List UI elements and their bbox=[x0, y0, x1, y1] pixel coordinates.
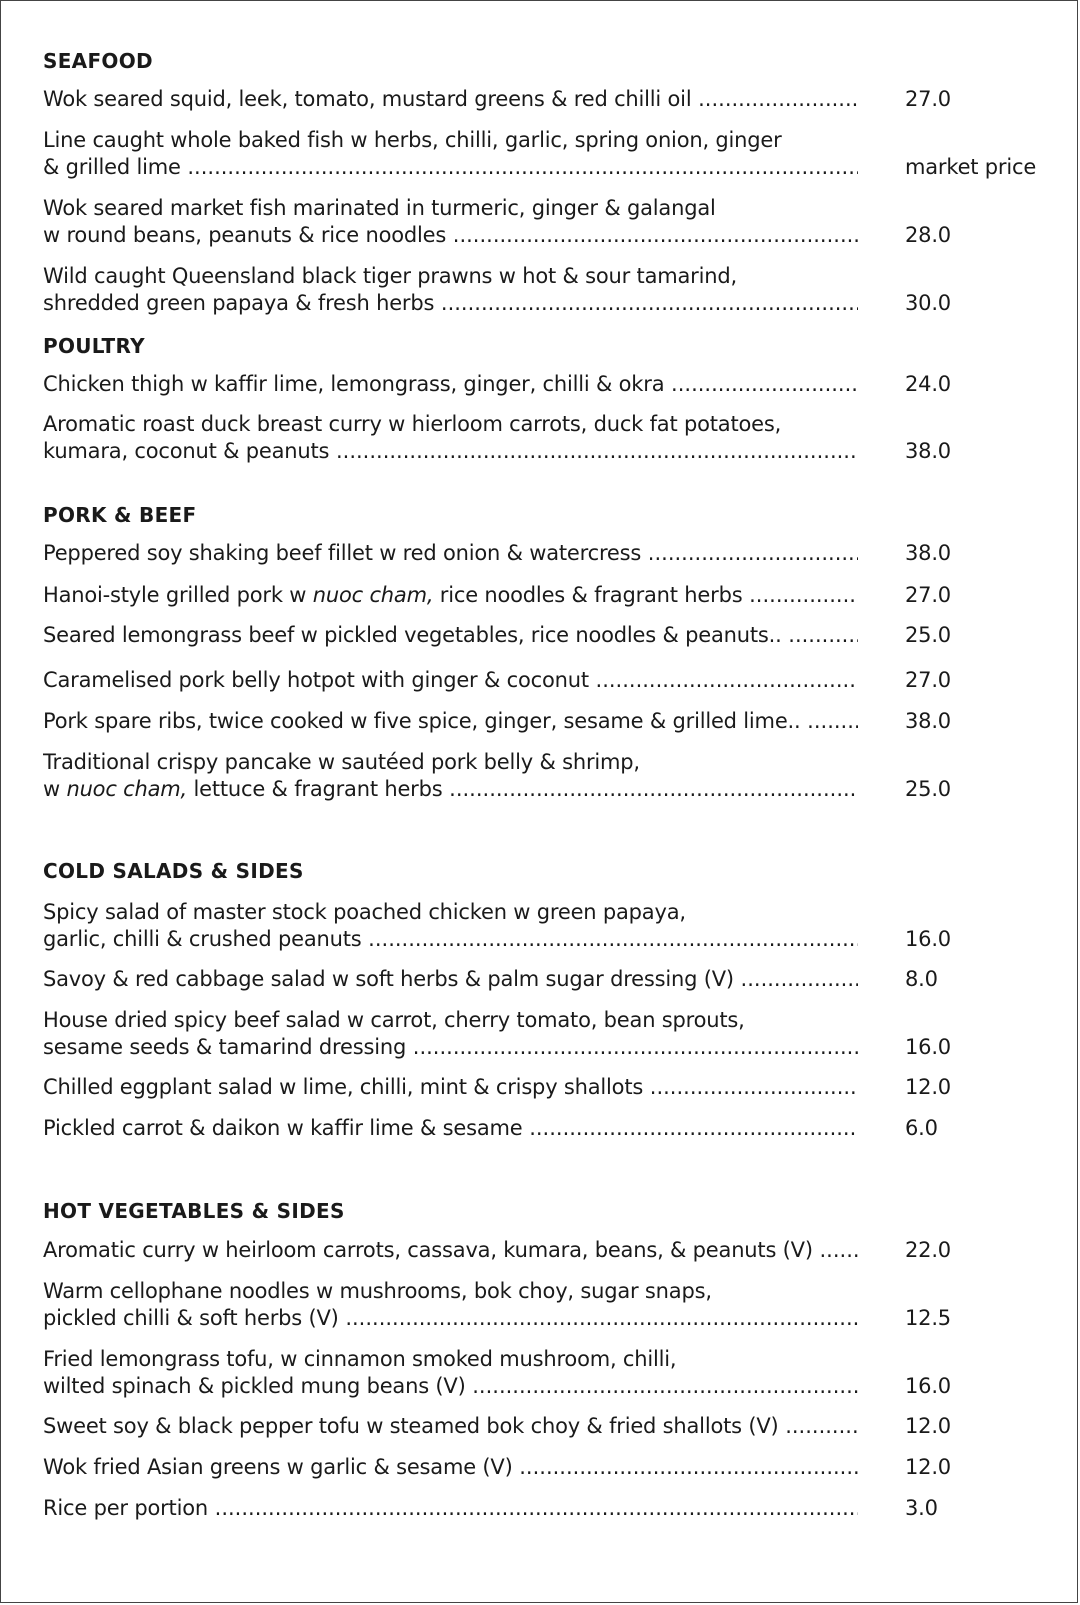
menu-item-description bbox=[43, 667, 858, 694]
menu-item bbox=[43, 1237, 1043, 1264]
menu-item-description bbox=[43, 1495, 858, 1522]
menu-item bbox=[43, 622, 1043, 649]
menu-item-description-line: Sweet soy & black pepper tofu w steamed bok choy & fried shallots (V) ..... bbox=[43, 1413, 858, 1440]
menu-item bbox=[43, 708, 1043, 735]
menu-item-description-line: kumara, coconut & peanuts ..... bbox=[43, 438, 858, 465]
menu-item-description-line: pickled chilli & soft herbs (V) ..... bbox=[43, 1305, 858, 1332]
menu-item-price: 30.0 bbox=[905, 291, 951, 315]
menu-item-price: 3.0 bbox=[905, 1496, 938, 1520]
menu-item bbox=[43, 667, 1043, 694]
menu-item-description-line: wilted spinach & pickled mung beans (V) ..... bbox=[43, 1373, 858, 1400]
menu-item-description bbox=[43, 86, 858, 113]
menu-item-price: 24.0 bbox=[905, 372, 951, 396]
menu-item-description bbox=[43, 1278, 858, 1332]
menu-item bbox=[43, 1278, 1043, 1332]
menu-item-description-line: Wok seared market fish marinated in turmeric, ginger & galangal bbox=[43, 196, 716, 220]
menu-item-description bbox=[43, 899, 858, 953]
menu-item bbox=[43, 966, 1043, 993]
section-heading: POULTRY bbox=[43, 334, 145, 358]
menu-item-description-line: & grilled lime ..... bbox=[43, 154, 858, 181]
section-heading: SEAFOOD bbox=[43, 49, 153, 73]
menu-item bbox=[43, 263, 1043, 317]
menu-item bbox=[43, 86, 1043, 113]
menu-item-description bbox=[43, 371, 858, 398]
menu-item-price: market price bbox=[905, 155, 1037, 179]
menu-item-price: 12.5 bbox=[905, 1306, 951, 1330]
menu-item-price: 12.0 bbox=[905, 1455, 951, 1479]
menu-item-description-line: Caramelised pork belly hotpot with ginger & coconut ..... bbox=[43, 667, 858, 694]
menu-item-description-line: Pickled carrot & daikon w kaffir lime & sesame ..... bbox=[43, 1115, 858, 1142]
menu-item-description bbox=[43, 540, 858, 567]
menu-item-description-line: Line caught whole baked fish w herbs, chilli, garlic, spring onion, ginger bbox=[43, 128, 782, 152]
menu-item-description-line: Seared lemongrass beef w pickled vegetables, rice noodles & peanuts.. ..... bbox=[43, 622, 858, 649]
menu-item-price: 27.0 bbox=[905, 668, 951, 692]
menu-item-description-line: Aromatic curry w heirloom carrots, cassava, kumara, beans, & peanuts (V) ..... bbox=[43, 1237, 858, 1264]
menu-item bbox=[43, 1495, 1043, 1522]
menu-item-price: 16.0 bbox=[905, 1374, 951, 1398]
menu-item-price: 16.0 bbox=[905, 927, 951, 951]
menu-item-price: 38.0 bbox=[905, 541, 951, 565]
menu-item-price: 25.0 bbox=[905, 623, 951, 647]
menu-item-description-line: Pork spare ribs, twice cooked w five spice, ginger, sesame & grilled lime.. ..... bbox=[43, 708, 858, 735]
menu-item-description-line: Traditional crispy pancake w sautéed pork belly & shrimp, bbox=[43, 750, 640, 774]
menu-item-description bbox=[43, 1237, 858, 1264]
menu-item-price: 12.0 bbox=[905, 1075, 951, 1099]
menu-item-price: 6.0 bbox=[905, 1116, 938, 1140]
menu-item-description bbox=[43, 1007, 858, 1061]
menu-item-price: 27.0 bbox=[905, 87, 951, 111]
menu-item-description-line: Savoy & red cabbage salad w soft herbs & palm sugar dressing (V) ..... bbox=[43, 966, 858, 993]
menu-item bbox=[43, 411, 1043, 465]
menu-item-description bbox=[43, 1413, 858, 1440]
menu-item bbox=[43, 1007, 1043, 1061]
menu-item-description-line: Wok fried Asian greens w garlic & sesame (V) ..... bbox=[43, 1454, 858, 1481]
section-heading: COLD SALADS & SIDES bbox=[43, 859, 304, 883]
menu-item-description-line: Wok seared squid, leek, tomato, mustard greens & red chilli oil ..... bbox=[43, 86, 858, 113]
menu-item bbox=[43, 749, 1043, 803]
menu-item-description-line: sesame seeds & tamarind dressing ..... bbox=[43, 1034, 858, 1061]
menu-item bbox=[43, 371, 1043, 398]
section-heading: PORK & BEEF bbox=[43, 503, 197, 527]
menu-item-description-line: Aromatic roast duck breast curry w hierloom carrots, duck fat potatoes, bbox=[43, 412, 782, 436]
menu-item-price: 16.0 bbox=[905, 1035, 951, 1059]
menu-item-description bbox=[43, 749, 858, 803]
menu-item-description-line: Peppered soy shaking beef fillet w red onion & watercress ..... bbox=[43, 540, 858, 567]
menu-item bbox=[43, 1346, 1043, 1400]
menu-item-description-line: Chilled eggplant salad w lime, chilli, mint & crispy shallots ..... bbox=[43, 1074, 858, 1101]
menu-item bbox=[43, 1413, 1043, 1440]
menu-item-price: 22.0 bbox=[905, 1238, 951, 1262]
menu-item-description-line: Wild caught Queensland black tiger prawns w hot & sour tamarind, bbox=[43, 264, 737, 288]
section-heading: HOT VEGETABLES & SIDES bbox=[43, 1199, 345, 1223]
menu-item-price: 38.0 bbox=[905, 439, 951, 463]
menu-item-description-line: Chicken thigh w kaffir lime, lemongrass, ginger, chilli & okra ..... bbox=[43, 371, 858, 398]
menu-item-description-line: w nuoc cham, lettuce & fragrant herbs ..... bbox=[43, 776, 858, 803]
menu-item bbox=[43, 1454, 1043, 1481]
menu-item-description bbox=[43, 263, 858, 317]
menu-item bbox=[43, 195, 1043, 249]
menu-item-description bbox=[43, 708, 858, 735]
menu-item-price: 25.0 bbox=[905, 777, 951, 801]
menu-item-price: 27.0 bbox=[905, 583, 951, 607]
menu-item-price: 28.0 bbox=[905, 223, 951, 247]
menu-item-description bbox=[43, 411, 858, 465]
menu-item-description-line: Fried lemongrass tofu, w cinnamon smoked mushroom, chilli, bbox=[43, 1347, 677, 1371]
menu-item-description-line: Rice per portion ..... bbox=[43, 1495, 858, 1522]
menu-item bbox=[43, 582, 1043, 609]
menu-item-description bbox=[43, 966, 858, 993]
menu-item-description bbox=[43, 1346, 858, 1400]
menu-item bbox=[43, 1115, 1043, 1142]
menu-item-price: 8.0 bbox=[905, 967, 938, 991]
menu-item-description-line: garlic, chilli & crushed peanuts ..... bbox=[43, 926, 858, 953]
menu-item-description-line: Spicy salad of master stock poached chicken w green papaya, bbox=[43, 900, 686, 924]
menu-item-description-line: House dried spicy beef salad w carrot, cherry tomato, bean sprouts, bbox=[43, 1008, 745, 1032]
menu-item-description bbox=[43, 195, 858, 249]
menu-item-price: 38.0 bbox=[905, 709, 951, 733]
menu-item bbox=[43, 127, 1043, 181]
menu-item-description bbox=[43, 1115, 858, 1142]
menu-item-description bbox=[43, 582, 858, 609]
menu-item-description-line: Warm cellophane noodles w mushrooms, bok choy, sugar snaps, bbox=[43, 1279, 712, 1303]
menu-item-description bbox=[43, 1454, 858, 1481]
menu-item bbox=[43, 540, 1043, 567]
menu-item bbox=[43, 899, 1043, 953]
menu-item-price: 12.0 bbox=[905, 1414, 951, 1438]
menu-item-description bbox=[43, 127, 858, 181]
menu-item-description bbox=[43, 622, 858, 649]
menu-item-description bbox=[43, 1074, 858, 1101]
menu-item-description-line: Hanoi-style grilled pork w nuoc cham, rice noodles & fragrant herbs ..... bbox=[43, 582, 858, 609]
menu-item-description-line: shredded green papaya & fresh herbs ..... bbox=[43, 290, 858, 317]
menu-item-description-line: w round beans, peanuts & rice noodles ..... bbox=[43, 222, 858, 249]
menu-item bbox=[43, 1074, 1043, 1101]
